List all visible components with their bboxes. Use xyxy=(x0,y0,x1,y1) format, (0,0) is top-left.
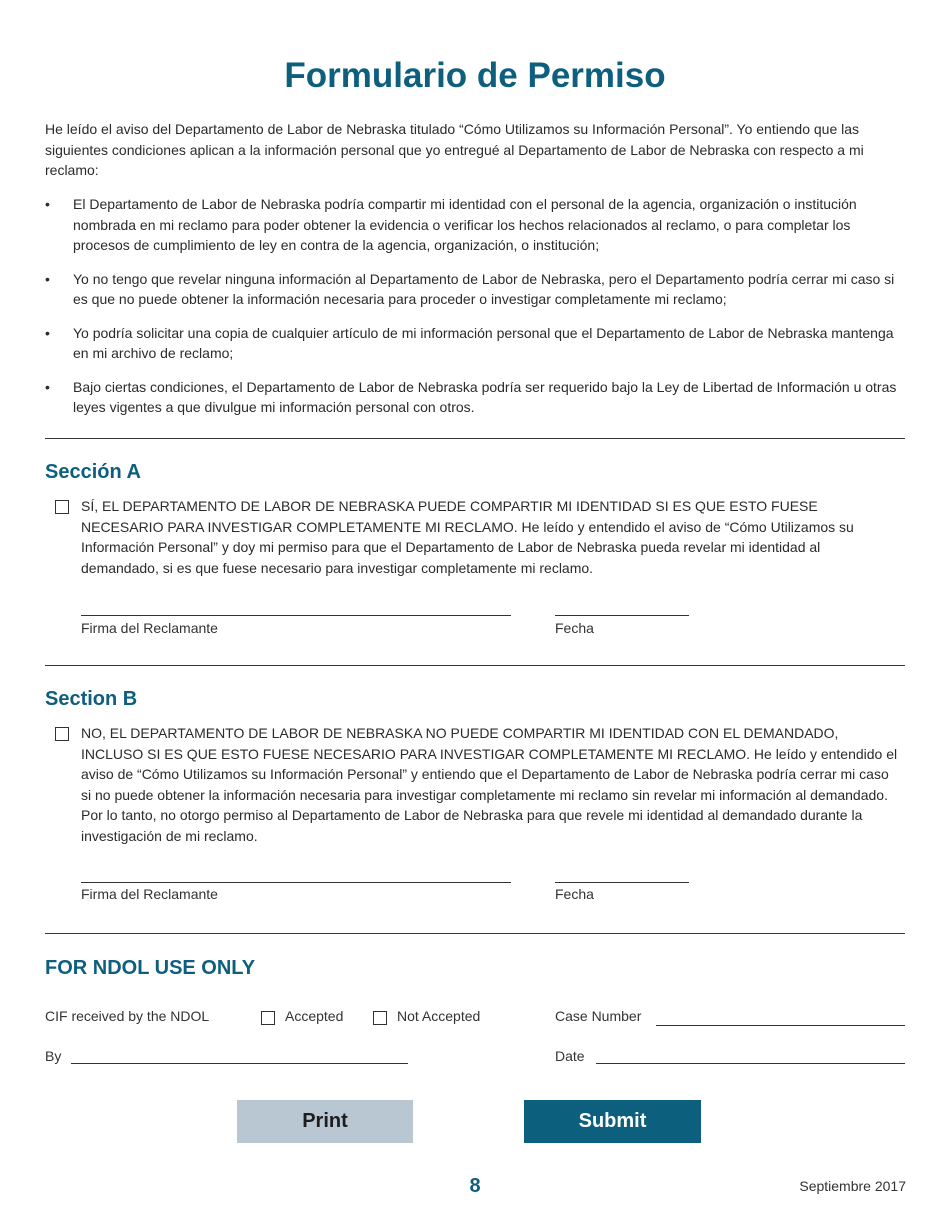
section-b-checkbox[interactable] xyxy=(55,727,69,741)
section-b-text: NO, EL DEPARTAMENTO DE LABOR DE NEBRASKA NO PUEDE COMPARTIR MI IDENTIDAD CON EL DEMANDADO, INCLUSO SI ES QUE ESTO FUESE NECESARIO PARA INVESTIGAR COMPLETAMENTE MI RECLAMO. He leído y entendido el aviso de “Cómo Utilizamos su Información Personal” y entiendo que el Departamento de Labor de Nebraska podría cerrar mi caso si no puede obtener la información necesaria para investigar completamente mi reclamo sin revelar mi información al demandado. Por lo tanto, no otorgo permiso al Departamento de Labor de Nebraska para que revele mi identidad al demandado durante la investigación de mi reclamo. xyxy=(81,725,898,844)
section-a-signature-line[interactable] xyxy=(81,615,511,616)
bullet-marker: • xyxy=(45,270,50,287)
divider xyxy=(45,665,905,666)
accepted-checkbox[interactable] xyxy=(261,1011,275,1025)
condition-item xyxy=(45,323,905,364)
divider xyxy=(45,438,905,439)
condition-item xyxy=(45,377,905,418)
by-field[interactable] xyxy=(71,1063,408,1064)
case-number-field[interactable] xyxy=(656,1025,905,1026)
ndol-title: FOR NDOL USE ONLY xyxy=(45,957,256,979)
print-button[interactable]: Print xyxy=(237,1100,413,1143)
condition-text: Yo podría solicitar una copia de cualquier artículo de mi información personal que el Departamento de Labor de Nebraska mantenga en mi archivo de reclamo; xyxy=(73,324,894,361)
ndol-date-label: Date xyxy=(555,1048,585,1064)
section-b-title: Section B xyxy=(45,688,138,710)
condition-item xyxy=(45,269,905,310)
section-a-signature-label: Firma del Reclamante xyxy=(81,620,218,636)
section-a-text: SÍ, EL DEPARTAMENTO DE LABOR DE NEBRASKA PUEDE COMPARTIR MI IDENTIDAD SI ES QUE ESTO FUESE NECESARIO PARA INVESTIGAR COMPLETAMENTE MI RECLAMO. He leído y entendido el aviso de “Cómo Utilizamos su Información Personal” y doy mi permiso para que el Departamento de Labor de Nebraska pueda revelar mi identidad al demandado, si es que fuese necesario para investigar completamente mi reclamo. xyxy=(81,498,854,576)
intro-paragraph: He leído el aviso del Departamento de Labor de Nebraska titulado “Cómo Utilizamos su Información Personal”. Yo entiendo que las siguientes condiciones aplican a la información personal que yo entregué al Departamento de Labor de Nebraska con respecto a mi reclamo: xyxy=(45,121,864,178)
section-a-date-line[interactable] xyxy=(555,615,689,616)
bullet-marker: • xyxy=(45,324,50,341)
bullet-marker: • xyxy=(45,378,50,395)
section-b-date-line[interactable] xyxy=(555,882,689,883)
accepted-label: Accepted xyxy=(285,1008,344,1024)
condition-text: Yo no tengo que revelar ninguna información al Departamento de Labor de Nebraska, pero el Departamento podría cerrar mi caso si es que no puede obtener la información necesaria para proceder o investigar completamente mi reclamo; xyxy=(73,270,895,307)
ndol-date-field[interactable] xyxy=(596,1063,905,1064)
by-label: By xyxy=(45,1048,62,1064)
footer-date: Septiembre 2017 xyxy=(799,1178,906,1194)
bullet-marker: • xyxy=(45,196,50,212)
section-b-date-label: Fecha xyxy=(555,886,594,902)
section-b-signature-line[interactable] xyxy=(81,882,511,883)
section-a-checkbox[interactable] xyxy=(55,500,69,514)
conditions-list xyxy=(45,194,905,431)
page-title: Formulario de Permiso xyxy=(284,56,666,95)
divider xyxy=(45,933,905,934)
section-a-title: Sección A xyxy=(45,461,141,483)
page-number: 8 xyxy=(469,1175,481,1197)
submit-button[interactable]: Submit xyxy=(524,1100,701,1143)
cif-received-label: CIF received by the NDOL xyxy=(45,1008,210,1024)
not-accepted-checkbox[interactable] xyxy=(373,1011,387,1025)
section-b-signature-label: Firma del Reclamante xyxy=(81,886,218,902)
case-number-label: Case Number xyxy=(555,1008,642,1024)
section-a-date-label: Fecha xyxy=(555,620,594,636)
condition-text: Bajo ciertas condiciones, el Departamento de Labor de Nebraska podría ser requerido bajo la Ley de Libertad de Información u otras leyes vigentes a que divulgue mi información personal con otros. xyxy=(73,378,897,415)
condition-text: El Departamento de Labor de Nebraska podría compartir mi identidad con el personal de la agencia, organización o institución nombrada en mi reclamo para poder obtener la evidencia o verificar los hechos relacionados al reclamo, o para completar los procesos de cumplimiento de ley en contra de la agencia, organización, o institución; xyxy=(73,196,857,253)
not-accepted-label: Not Accepted xyxy=(397,1008,481,1024)
condition-item xyxy=(45,194,905,256)
